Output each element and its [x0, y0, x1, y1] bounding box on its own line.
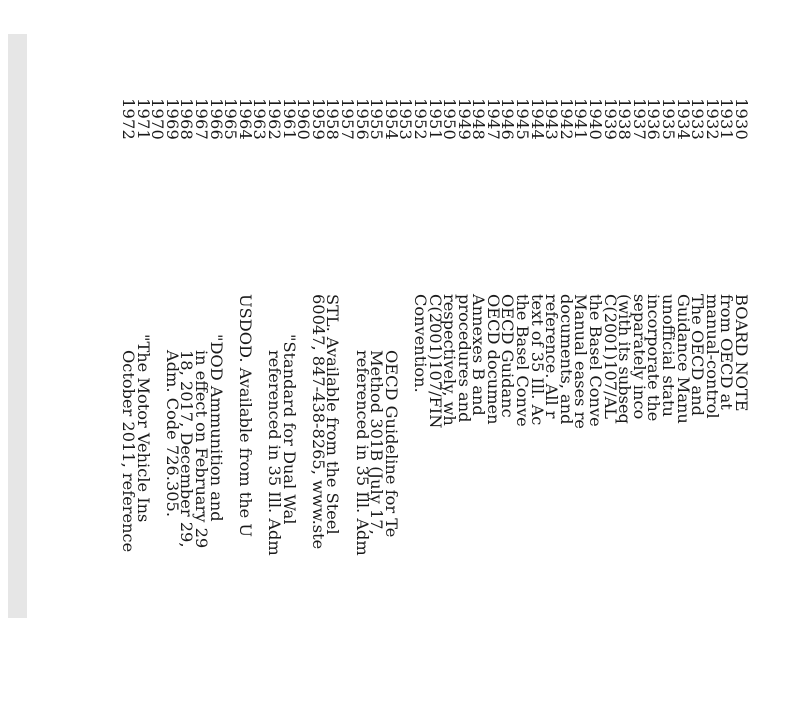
line-text: Convention. [410, 294, 430, 393]
line-number: 1938 [615, 98, 635, 140]
line-text: reference. All r [542, 294, 562, 419]
line-text: the Basel Conve [513, 294, 533, 427]
line-text: incorporate the [644, 294, 664, 422]
line-number: 1964 [235, 98, 255, 140]
line-number: 1942 [556, 98, 576, 140]
line-number: 1945 [513, 98, 533, 140]
scan-margin [8, 34, 27, 618]
line-number: 1949 [454, 98, 474, 140]
line-text: "The Motor Vehicle Ins [133, 334, 153, 523]
line-text: BOARD NOTE [732, 294, 751, 412]
line-number: 1933 [688, 98, 708, 140]
line-number: 1950 [440, 98, 460, 140]
line-text: OECD Guideline for Te [381, 350, 401, 538]
line-number: 1955 [367, 98, 387, 140]
line-number: 1959 [308, 98, 328, 140]
line-text: October 2011, reference [119, 350, 139, 553]
line-number: 1965 [221, 98, 241, 140]
line-number: 1961 [279, 98, 299, 140]
document-line [352, 98, 372, 716]
line-text: (with its subseq [615, 294, 635, 424]
document-line [425, 98, 445, 716]
line-number: 1963 [250, 98, 270, 140]
line-text: Guidance Manu [673, 294, 693, 424]
line-number: 1935 [659, 98, 679, 140]
line-text: 60047, 847-438-8265, www.ste [308, 294, 328, 550]
line-number: 1967 [192, 98, 212, 140]
line-number: 1934 [673, 98, 693, 140]
line-number: 1972 [119, 98, 139, 140]
document-line [162, 98, 182, 716]
line-number: 1962 [265, 98, 284, 140]
line-number: 1940 [586, 98, 606, 140]
line-text: text of 35 Ill. Ac [527, 294, 547, 426]
line-text: referenced in 35 Ill. Adm [352, 350, 372, 556]
line-text: manual-control [702, 294, 722, 419]
line-text: OECD documen [483, 294, 503, 425]
line-number: 1969 [162, 98, 182, 140]
line-number: 1953 [396, 98, 416, 140]
line-text: referenced in 35 Ill. Adm [265, 350, 284, 556]
line-text: respectively, wh [440, 294, 460, 426]
line-text: USDOD. Available from the U [235, 294, 255, 538]
document-line [265, 98, 284, 716]
line-text: documents, and [556, 294, 576, 425]
line-text: from OECD at [717, 294, 737, 410]
line-text: separately inco [629, 294, 649, 420]
line-text: The OECD and [688, 294, 708, 416]
line-text: C(2001)107/FIN [425, 294, 445, 429]
line-text: the Basel Conve [586, 294, 606, 427]
line-text: C(2001)107/AL [600, 294, 620, 420]
line-number: 1951 [425, 98, 445, 140]
line-number: 1937 [629, 98, 649, 140]
line-text: OECD Guidanc [498, 294, 518, 418]
rotated-document-page [119, 98, 751, 716]
line-text: in effect on February 29 [192, 350, 212, 549]
line-number: 1957 [337, 98, 357, 140]
line-number: 1931 [717, 98, 737, 140]
line-number: 1954 [381, 98, 401, 140]
line-text: Adm. Code 726.305. [162, 350, 182, 517]
document-line [119, 98, 139, 716]
line-text: Annexes B and [469, 294, 489, 416]
line-number: 1952 [410, 98, 430, 140]
document-line [235, 98, 255, 716]
line-number: 1948 [469, 98, 489, 140]
line-number: 1960 [294, 98, 314, 140]
line-number: 1970 [148, 98, 168, 140]
line-number: 1943 [542, 98, 562, 140]
document-line [308, 98, 328, 716]
line-text: Manual eases re [571, 294, 591, 429]
line-text: STL. Available from the Steel [323, 294, 343, 535]
line-text: 18, 2017, December 29, [177, 350, 197, 548]
line-number: 1930 [732, 98, 751, 140]
line-number: 1939 [600, 98, 620, 140]
line-number: 1936 [644, 98, 664, 140]
line-number: 1968 [177, 98, 197, 140]
line-number: 1947 [483, 98, 503, 140]
line-number: 1946 [498, 98, 518, 140]
line-text: Method 301B (July 17, [367, 350, 387, 535]
line-text: "DOD Ammunition and [206, 334, 226, 522]
line-number: 1944 [527, 98, 547, 140]
line-text: "Standard for Dual Wal [279, 334, 299, 525]
line-number: 1932 [702, 98, 722, 140]
line-text: procedures and [454, 294, 474, 423]
line-number: 1966 [206, 98, 226, 140]
document-line [410, 98, 430, 716]
line-number: 1941 [571, 98, 591, 140]
line-number: 1971 [133, 98, 153, 140]
line-text: unofficial statu [659, 294, 679, 417]
line-number: 1958 [323, 98, 343, 140]
line-number: 1956 [352, 98, 372, 140]
